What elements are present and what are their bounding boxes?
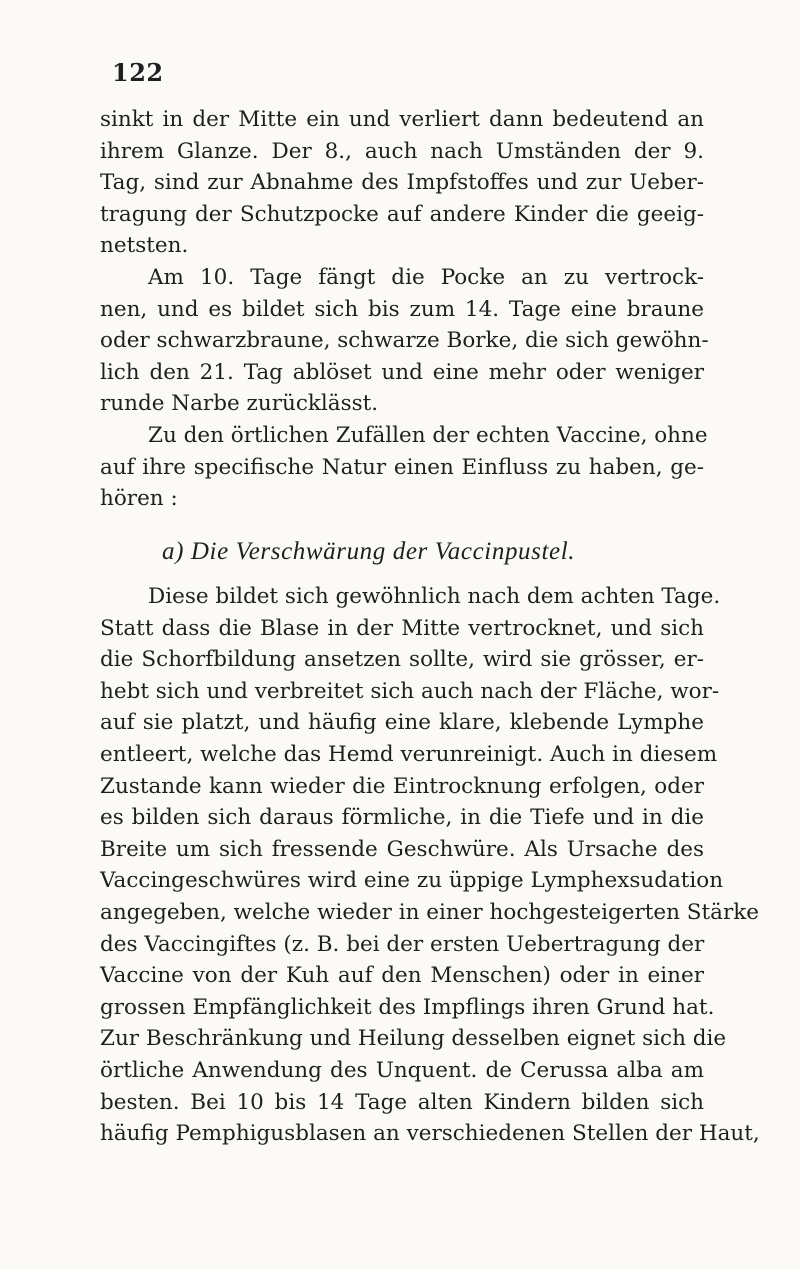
text-line: Am 10. Tage fängt die Pocke an zu vertrock- [148,264,704,290]
text-line: auf sie platzt, und häufig eine klare, klebende Lymphe [100,710,704,736]
text-line: besten. Bei 10 bis 14 Tage alten Kindern bilden sich [100,1089,704,1115]
text-line: Zur Beschränkung und Heilung desselben eignet sich die [100,1026,727,1052]
text-line: Breite um sich fressende Geschwüre. Als Ursache des [100,836,704,862]
text-line: lich den 21. Tag ablöset und eine mehr oder weniger [100,359,704,385]
text-line: Zu den örtlichen Zufällen der echten Vaccine, ohne [148,422,708,448]
text-line: sinkt in der Mitte ein und verliert dann bedeutend an [100,107,704,132]
text-line: nen, und es bildet sich bis zum 14. Tage eine braune [100,296,704,322]
text-line: Statt dass die Blase in der Mitte vertrocknet, und sich [100,615,704,641]
text-line: örtliche Anwendung des Unquent. de Cerussa alba am [100,1057,704,1083]
page-number: 122 [112,58,164,87]
text-line: häufig Pemphigusblasen an verschiedenen Stellen der Haut, [100,1121,760,1147]
text-line: Vaccine von der Kuh auf den Menschen) oder in einer [100,963,704,989]
text-line: oder schwarzbraune, schwarze Borke, die sich gewöhn- [100,328,709,354]
text-after-heading [100,581,760,1150]
text-line: ihrem Glanze. Der 8., auch nach Umständen der 9. [100,138,704,164]
text-line: es bilden sich daraus förmliche, in die Tiefe und in die [100,805,704,831]
text-line: angegeben, welche wieder in einer hochgesteigerten Stärke [100,899,759,925]
text-line: tragung der Schutzpocke auf andere Kinder die geeig- [100,201,704,227]
text-line: hören : [100,486,178,512]
text-line: runde Narbe zurücklässt. [100,391,379,417]
text-line: des Vaccingiftes (z. B. bei der ersten Uebertragung der [100,931,705,957]
text-line: grossen Empfänglichkeit des Impflings ihren Grund hat. [100,994,715,1020]
text-line: Diese bildet sich gewöhnlich nach dem achten Tage. [148,584,721,609]
text-before-heading [100,104,709,515]
text-line: Vaccingeschwüres wird eine zu üppige Lymphexsudation [100,868,724,894]
text-line: hebt sich und verbreitet sich auch nach der Fläche, wor- [100,678,720,704]
text-line: die Schorfbildung ansetzen sollte, wird sie grösser, er- [100,647,704,673]
text-line: Zustande kann wieder die Eintrocknung erfolgen, oder [100,773,704,799]
text-line: netsten. [100,233,189,259]
text-line: entleert, welche das Hemd verunreinigt. Auch in diesem [100,741,718,767]
section-heading: a) Die Verschwärung der Vaccinpustel. [162,538,576,565]
text-line: Tag, sind zur Abnahme des Impfstoffes und zur Ueber- [100,170,704,196]
text-line: auf ihre specifische Natur einen Einfluss zu haben, ge- [100,454,704,480]
